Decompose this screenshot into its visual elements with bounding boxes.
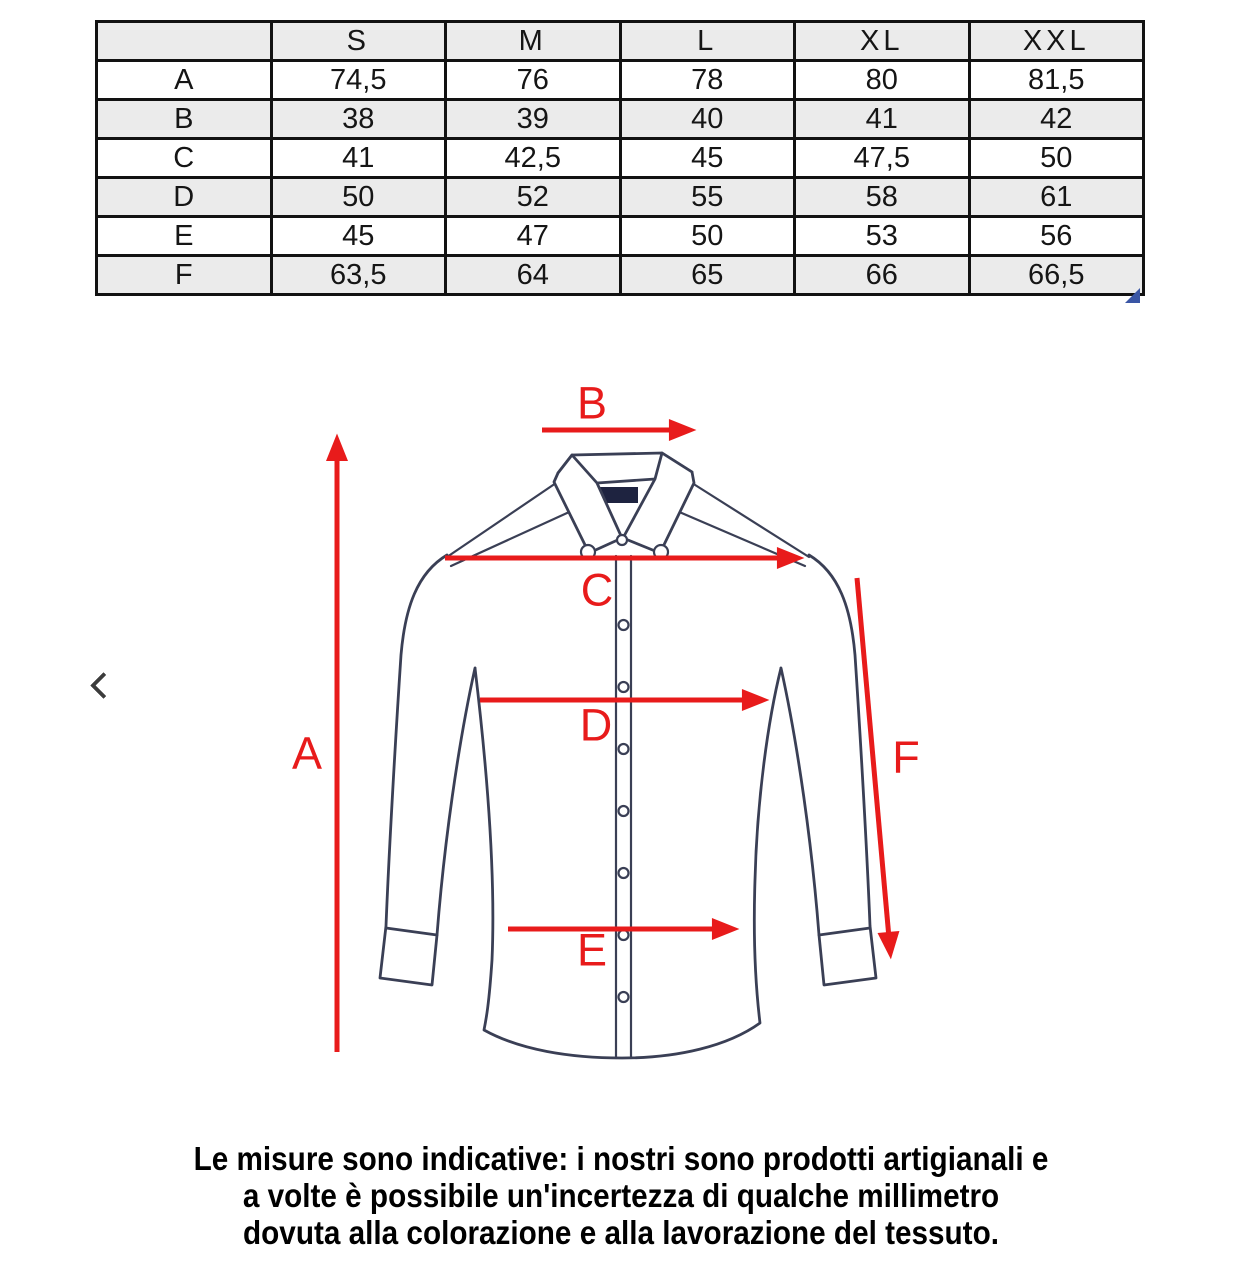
table-cell: 56	[969, 217, 1144, 256]
disclaimer-line-2: a volte è possibile un'incertezza di qualche millimetro	[242, 1177, 1000, 1214]
measure-row-label: E	[97, 217, 272, 256]
table-cell: 40	[620, 100, 795, 139]
table-cell: 38	[271, 100, 446, 139]
size-column-header-xl: XL	[795, 22, 970, 61]
table-cell: 50	[620, 217, 795, 256]
table-cell: 81,5	[969, 61, 1144, 100]
table-cell: 41	[795, 100, 970, 139]
measure-label-a: A	[291, 727, 323, 779]
table-corner-cell	[97, 22, 272, 61]
table-cell: 61	[969, 178, 1144, 217]
measure-label-b: B	[576, 377, 608, 429]
table-cell: 45	[620, 139, 795, 178]
table-row	[97, 256, 1144, 295]
table-row	[97, 100, 1144, 139]
table-cell: 47	[446, 217, 621, 256]
measure-label-e: E	[576, 924, 608, 976]
measure-row-label: B	[97, 100, 272, 139]
size-chart-table	[95, 20, 1145, 296]
table-cell: 42,5	[446, 139, 621, 178]
size-column-header-s: S	[271, 22, 446, 61]
table-cell: 78	[620, 61, 795, 100]
table-cell: 50	[271, 178, 446, 217]
table-cell: 42	[969, 100, 1144, 139]
table-row	[97, 139, 1144, 178]
table-cell: 52	[446, 178, 621, 217]
table-row	[97, 61, 1144, 100]
table-cell: 63,5	[271, 256, 446, 295]
measures-disclaimer	[0, 1140, 1242, 1251]
table-cell: 45	[271, 217, 446, 256]
size-column-header-m: M	[446, 22, 621, 61]
table-cell: 65	[620, 256, 795, 295]
shirt-measure-diagram	[0, 330, 1242, 1090]
table-cell: 55	[620, 178, 795, 217]
table-cell: 74,5	[271, 61, 446, 100]
measure-label-d: D	[579, 699, 613, 751]
size-column-header-xxl: XXL	[969, 22, 1144, 61]
measure-row-label: A	[97, 61, 272, 100]
shirt-outline	[380, 453, 876, 1058]
collar	[554, 453, 694, 559]
table-cell: 80	[795, 61, 970, 100]
disclaimer-line-3: dovuta alla colorazione e alla lavorazione del tessuto.	[243, 1214, 999, 1251]
size-column-header-l: L	[620, 22, 795, 61]
measure-row-label: F	[97, 256, 272, 295]
table-cell: 47,5	[795, 139, 970, 178]
disclaimer-line-1: Le misure sono indicative: i nostri sono prodotti artigianali e	[193, 1140, 1049, 1177]
table-row	[97, 217, 1144, 256]
measure-label-c: C	[580, 564, 614, 616]
table-cell: 66	[795, 256, 970, 295]
measure-row-label: C	[97, 139, 272, 178]
table-cell: 39	[446, 100, 621, 139]
table-row	[97, 178, 1144, 217]
measure-label-f: F	[892, 731, 920, 783]
table-cell: 64	[446, 256, 621, 295]
table-cell: 50	[969, 139, 1144, 178]
table-cell: 76	[446, 61, 621, 100]
table-cell: 53	[795, 217, 970, 256]
table-cell: 58	[795, 178, 970, 217]
table-cell: 66,5	[969, 256, 1144, 295]
measure-row-label: D	[97, 178, 272, 217]
table-cell: 41	[271, 139, 446, 178]
size-chart-header-row	[97, 22, 1144, 61]
